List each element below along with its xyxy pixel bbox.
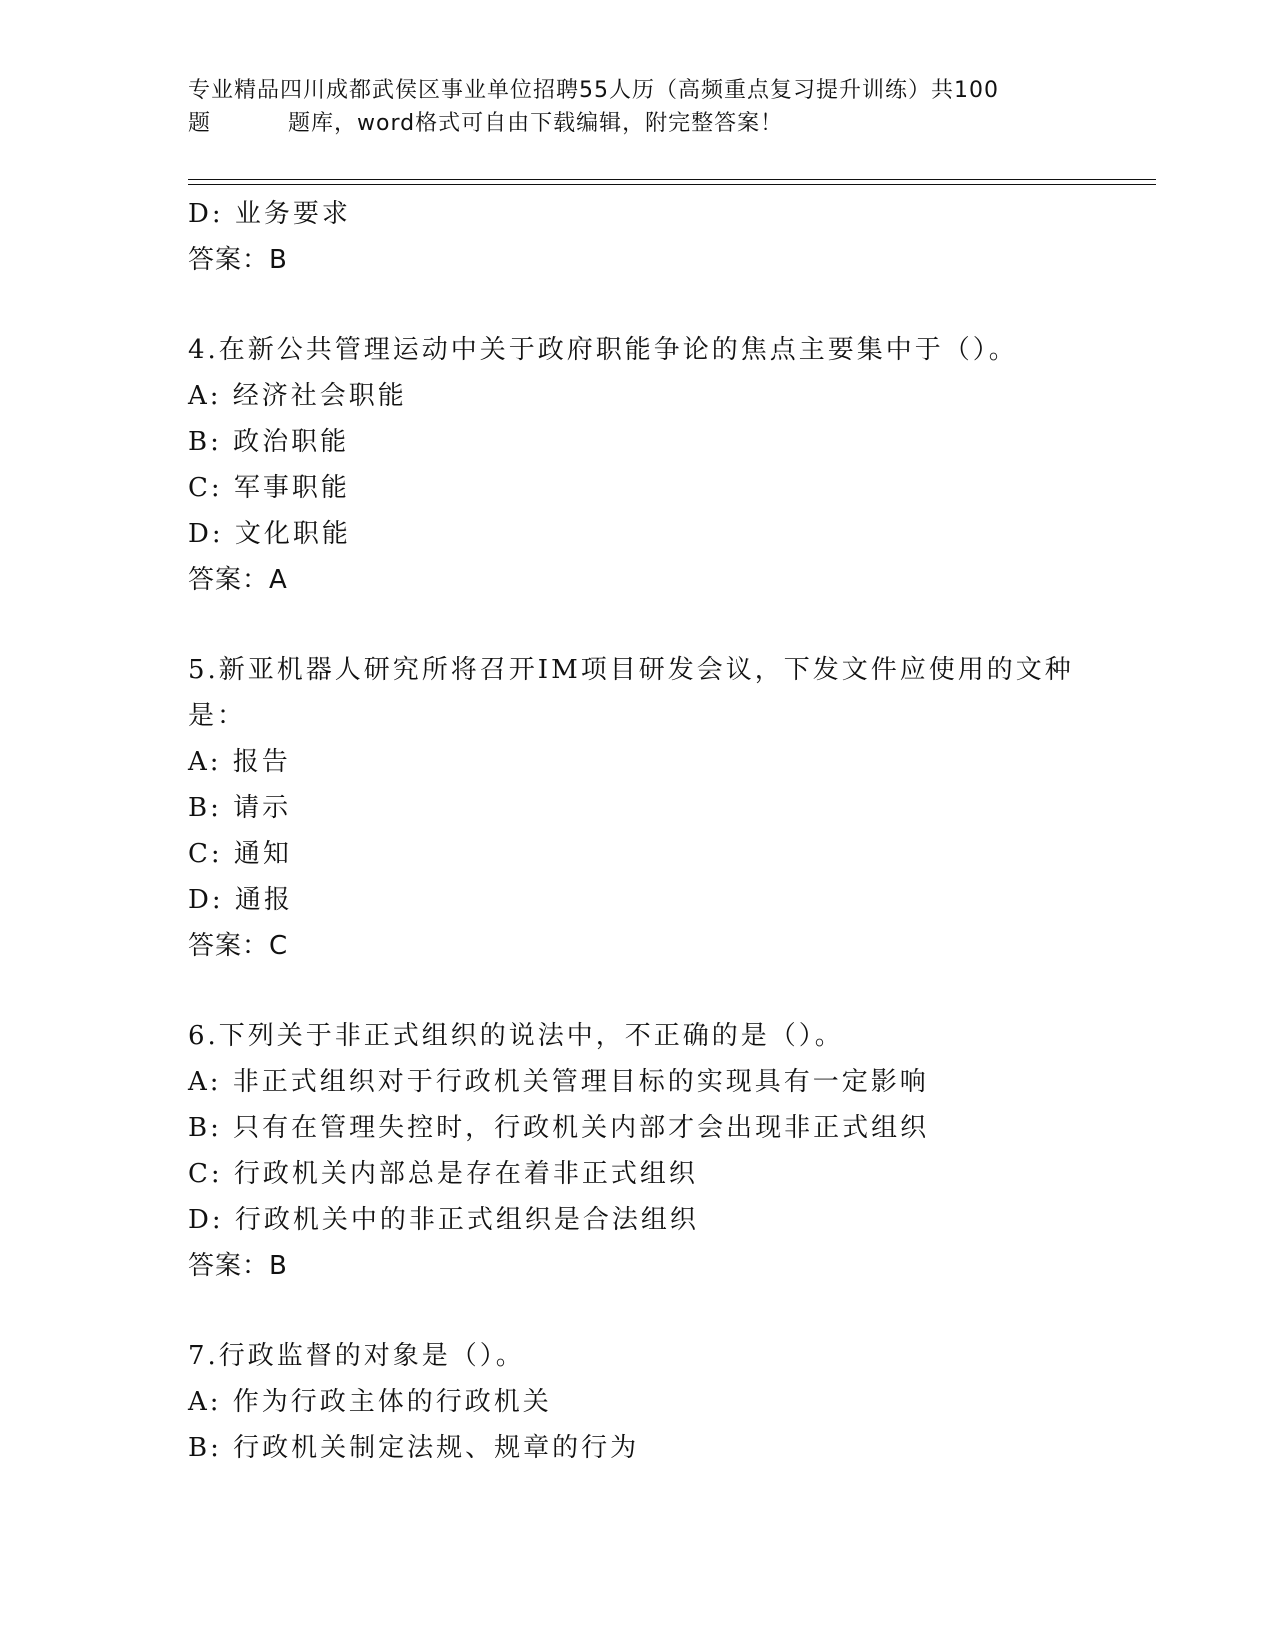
option-a: A: 作为行政主体的行政机关 xyxy=(188,1387,552,1417)
question-4 xyxy=(188,327,1088,603)
option-c: C: 行政机关内部总是存在着非正式组织 xyxy=(188,1159,698,1189)
option-b: B: 只有在管理失控时，行政机关内部才会出现非正式组织 xyxy=(188,1113,930,1143)
header-title-line1: 专业精品四川成都武侯区事业单位招聘55人历（高频重点复习提升训练）共100 xyxy=(188,78,999,103)
option-c: C: 通知 xyxy=(188,839,292,869)
option-d: D: 文化职能 xyxy=(188,519,351,549)
answer-line: 答案：A xyxy=(188,565,288,595)
question-6 xyxy=(188,1013,1088,1289)
document-header xyxy=(188,74,1088,140)
option-b: B: 行政机关制定法规、规章的行为 xyxy=(188,1433,640,1463)
question-text: 6.下列关于非正式组织的说法中，不正确的是（）。 xyxy=(188,1021,844,1051)
header-divider-bottom xyxy=(188,184,1156,185)
question-text-line1: 5.新亚机器人研究所将召开IM项目研发会议，下发文件应使用的文种 xyxy=(188,655,1074,685)
question-text: 4.在新公共管理运动中关于政府职能争论的焦点主要集中于（）。 xyxy=(188,335,1018,365)
option-c: C: 军事职能 xyxy=(188,473,350,503)
option-b: B: 请示 xyxy=(188,793,292,823)
question-text: 7.行政监督的对象是（）。 xyxy=(188,1341,525,1371)
header-divider-top xyxy=(188,179,1156,180)
question-list xyxy=(188,191,1088,1471)
spacer xyxy=(188,283,1088,327)
question-7 xyxy=(188,1333,1088,1471)
option-d: D: 业务要求 xyxy=(188,199,351,229)
option-b: B: 政治职能 xyxy=(188,427,350,457)
option-d: D: 行政机关中的非正式组织是合法组织 xyxy=(188,1205,699,1235)
question-5 xyxy=(188,647,1088,969)
header-title-line2 xyxy=(188,107,1088,140)
option-d: D: 通报 xyxy=(188,885,293,915)
question-text-line2: 是： xyxy=(188,701,247,731)
spacer xyxy=(188,1289,1088,1333)
header-title-line2-left: 题 xyxy=(188,111,212,136)
question-3-tail xyxy=(188,191,1088,283)
option-a: A: 报告 xyxy=(188,747,291,777)
spacer xyxy=(188,969,1088,1013)
answer-line: 答案：B xyxy=(188,1251,288,1281)
spacer xyxy=(188,603,1088,647)
header-title-line2-right: 题库，word格式可自由下载编辑，附完整答案！ xyxy=(288,111,784,136)
option-a: A: 非正式组织对于行政机关管理目标的实现具有一定影响 xyxy=(188,1067,929,1097)
answer-line: 答案：B xyxy=(188,245,288,275)
option-a: A: 经济社会职能 xyxy=(188,381,407,411)
answer-line: 答案：C xyxy=(188,931,289,961)
